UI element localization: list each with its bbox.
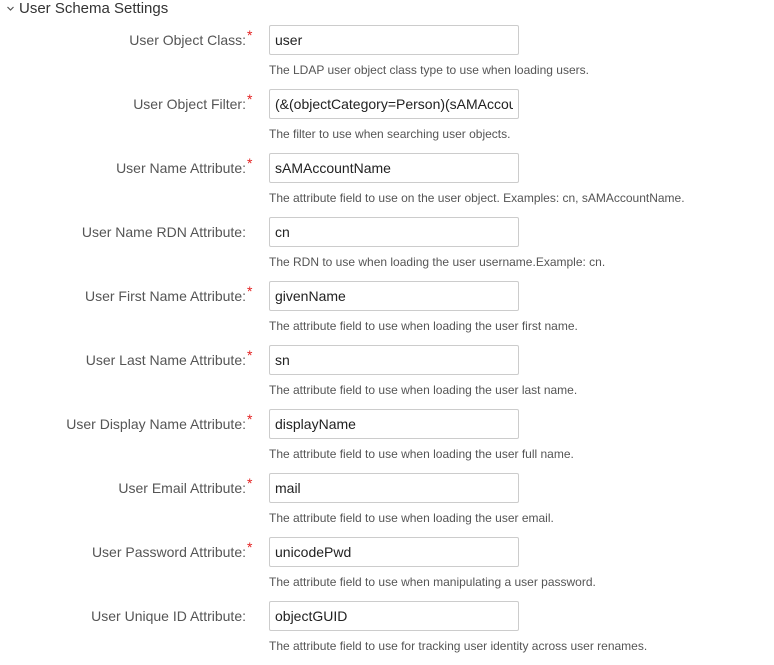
- section-header-user-schema-settings[interactable]: [5, 0, 168, 18]
- field-input-group: [269, 89, 519, 119]
- user-name-attribute-help-text: The attribute field to use on the user object. Examples: cn, sAMAccountName.: [269, 191, 685, 205]
- field-input-group: [269, 601, 519, 631]
- field-input-group: [269, 345, 519, 375]
- form-row-user-email-attribute: [0, 473, 774, 537]
- field-label-group: [82, 217, 253, 247]
- user-object-filter-label: User Object Filter:: [133, 96, 246, 112]
- required-indicator: *: [247, 283, 253, 299]
- user-schema-form: [0, 25, 774, 665]
- field-label-group: [92, 537, 253, 567]
- field-label-group: [118, 473, 253, 503]
- required-indicator: *: [247, 155, 253, 171]
- field-label-group: [133, 89, 253, 119]
- user-first-name-attribute-input[interactable]: [269, 281, 519, 311]
- user-name-rdn-attribute-input[interactable]: [269, 217, 519, 247]
- form-row-user-password-attribute: [0, 537, 774, 601]
- field-input-group: [269, 281, 519, 311]
- user-email-attribute-label: User Email Attribute:: [118, 480, 246, 496]
- user-unique-id-attribute-input[interactable]: [269, 601, 519, 631]
- user-name-rdn-attribute-help-text: The RDN to use when loading the user username.Example: cn.: [269, 255, 606, 269]
- user-last-name-attribute-label: User Last Name Attribute:: [85, 352, 246, 368]
- field-input-group: [269, 153, 519, 183]
- field-label-group: [129, 25, 253, 55]
- user-name-rdn-attribute-label: User Name RDN Attribute:: [81, 224, 246, 240]
- field-label-group: [66, 409, 253, 439]
- form-row-user-first-name-attribute: [0, 281, 774, 345]
- form-row-user-object-class: [0, 25, 774, 89]
- user-object-filter-help-text: The filter to use when searching user objects.: [269, 127, 511, 141]
- form-row-user-display-name-attribute: [0, 409, 774, 473]
- user-password-attribute-label: User Password Attribute:: [91, 544, 246, 560]
- required-indicator: *: [247, 475, 253, 491]
- user-last-name-attribute-input[interactable]: [269, 345, 519, 375]
- user-display-name-attribute-input[interactable]: [269, 409, 519, 439]
- field-input-group: [269, 537, 519, 567]
- user-name-attribute-input[interactable]: [269, 153, 519, 183]
- field-input-group: [269, 25, 519, 55]
- required-indicator: *: [247, 539, 253, 555]
- field-input-group: [269, 473, 519, 503]
- form-row-user-object-filter: [0, 89, 774, 153]
- field-label-group: [85, 281, 253, 311]
- section-title: User Schema Settings: [19, 0, 169, 17]
- field-label-group: [86, 345, 253, 375]
- field-input-group: [269, 409, 519, 439]
- user-object-filter-input[interactable]: [269, 89, 519, 119]
- user-object-class-label: User Object Class:: [129, 32, 246, 48]
- user-object-class-help-text: The LDAP user object class type to use when loading users.: [269, 63, 589, 77]
- form-row-user-last-name-attribute: [0, 345, 774, 409]
- user-unique-id-attribute-help-text: The attribute field to use for tracking user identity across user renames.: [269, 639, 648, 653]
- user-email-attribute-input[interactable]: [269, 473, 519, 503]
- form-row-user-name-rdn-attribute: [0, 217, 774, 281]
- user-first-name-attribute-help-text: The attribute field to use when loading the user first name.: [269, 319, 578, 333]
- required-indicator: *: [247, 91, 253, 107]
- user-object-class-input[interactable]: [269, 25, 519, 55]
- user-first-name-attribute-label: User First Name Attribute:: [84, 288, 246, 304]
- field-label-group: [91, 601, 253, 631]
- field-input-group: [269, 217, 519, 247]
- user-display-name-attribute-help-text: The attribute field to use when loading the user full name.: [269, 447, 574, 461]
- user-email-attribute-help-text: The attribute field to use when loading the user email.: [269, 511, 554, 525]
- required-indicator: *: [247, 347, 253, 363]
- user-name-attribute-label: User Name Attribute:: [116, 160, 246, 176]
- field-label-group: [116, 153, 253, 183]
- user-password-attribute-input[interactable]: [269, 537, 519, 567]
- required-indicator: *: [247, 27, 253, 43]
- chevron-down-icon[interactable]: [5, 3, 16, 14]
- form-row-user-name-attribute: [0, 153, 774, 217]
- form-row-user-unique-id-attribute: [0, 601, 774, 665]
- user-last-name-attribute-help-text: The attribute field to use when loading the user last name.: [269, 383, 578, 397]
- required-indicator: *: [247, 411, 253, 427]
- user-password-attribute-help-text: The attribute field to use when manipulating a user password.: [269, 575, 596, 589]
- user-unique-id-attribute-label: User Unique ID Attribute:: [91, 608, 246, 624]
- user-display-name-attribute-label: User Display Name Attribute:: [66, 416, 246, 432]
